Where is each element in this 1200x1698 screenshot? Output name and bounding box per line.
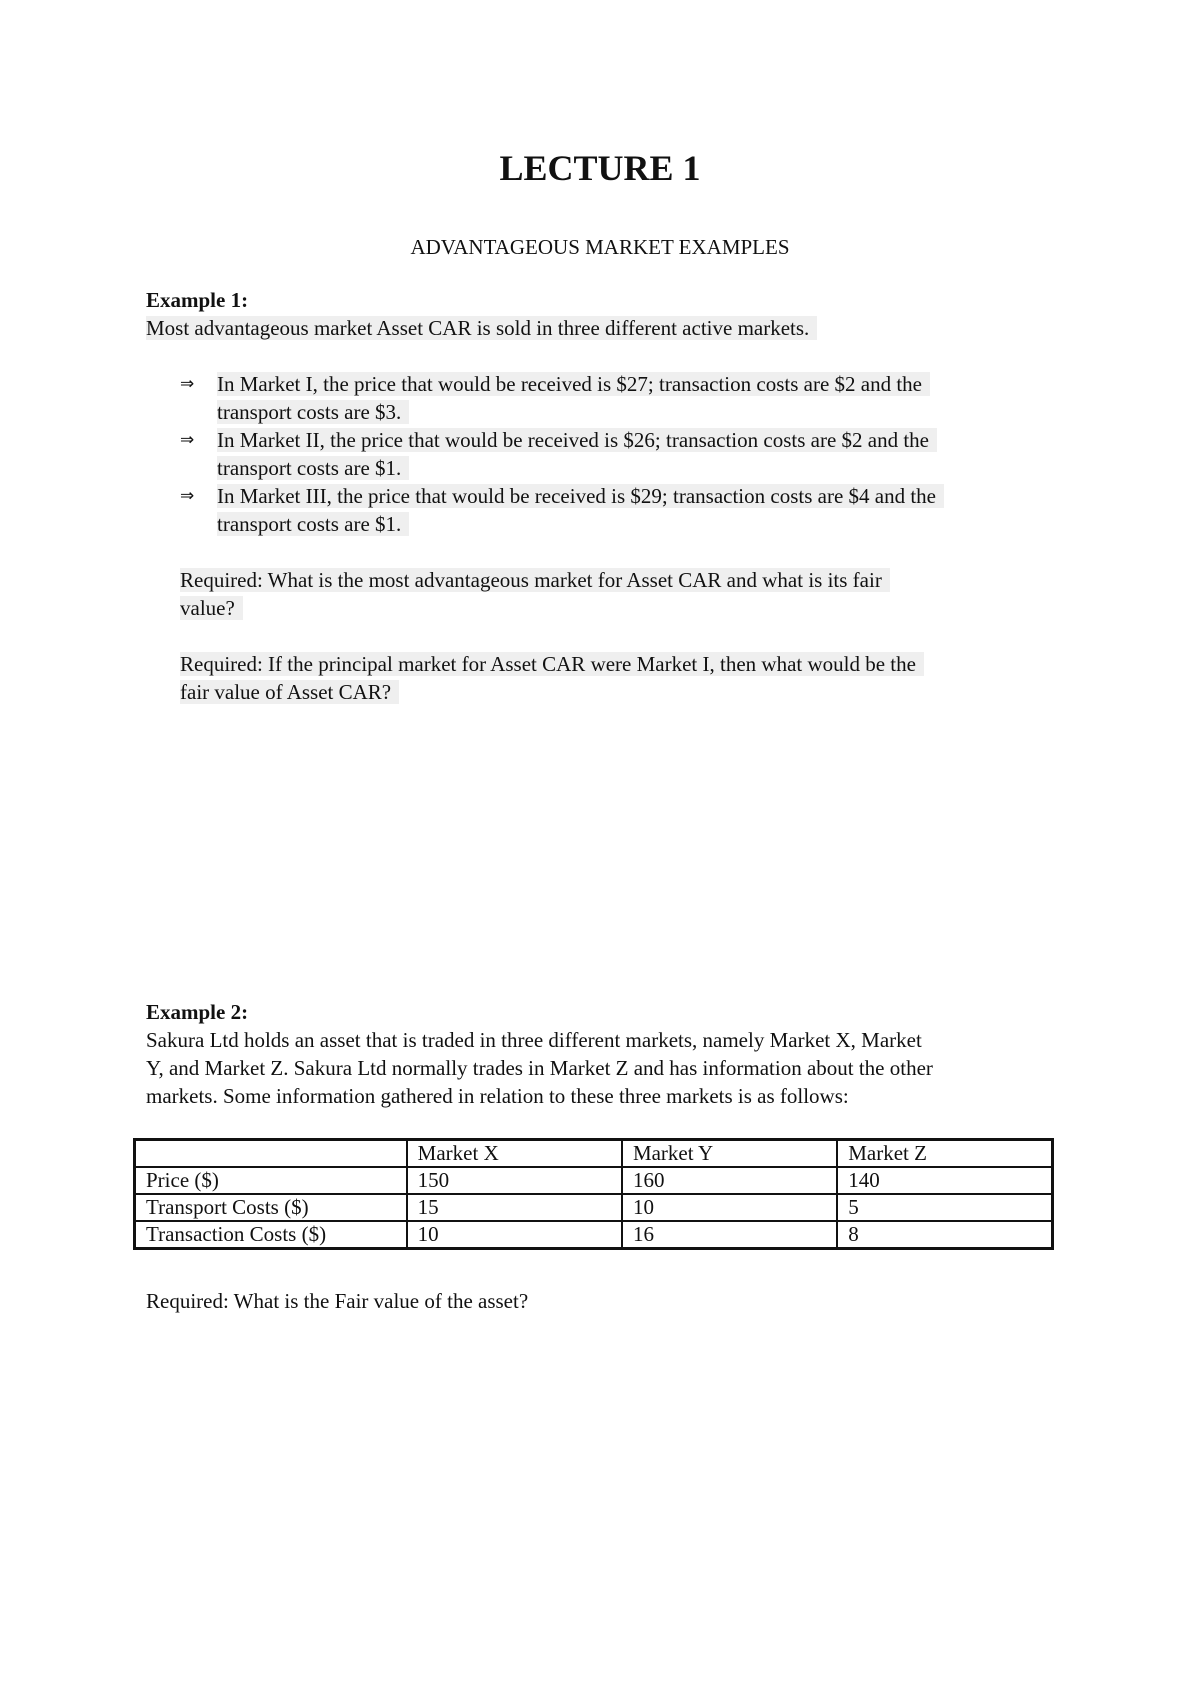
bullet-2-line1 [217,426,937,454]
required-1-line2-text: value? [180,596,243,620]
example1-intro-text: Most advantageous market Asset CAR is sold in three different active markets. [146,316,817,340]
example2-required: Required: What is the Fair value of the asset? [146,1289,529,1313]
table-cell: 16 [622,1221,837,1249]
table-cell: 8 [837,1221,1052,1249]
table-header-cell [135,1140,407,1168]
bullet-3-line2-text: transport costs are $1. [217,512,409,536]
bullet-2-line1-text: In Market II, the price that would be received is $26; transaction costs are $2 and the [217,428,937,452]
table-row [135,1167,1053,1194]
table-row [135,1221,1053,1249]
table-row-label: Transaction Costs ($) [135,1221,407,1249]
table-header-cell: Market X [407,1140,622,1168]
markets-table [133,1138,1054,1250]
required-2-line1-text: Required: If the principal market for Asset CAR were Market I, then what would be the [180,652,924,676]
page-title: LECTURE 1 [499,148,701,188]
example2-intro-line2: Y, and Market Z. Sakura Ltd normally trades in Market Z and has information about the other [146,1056,933,1080]
bullet-2-line2-text: transport costs are $1. [217,456,409,480]
bullet-arrow-icon: ⇒ [180,486,195,506]
bullet-2-line2 [217,454,409,482]
bullet-arrow-icon: ⇒ [180,430,195,450]
bullet-1-line2 [217,398,409,426]
bullet-arrow-icon: ⇒ [180,374,195,394]
table-cell: 150 [407,1167,622,1194]
example1-intro [146,314,817,342]
example2-intro-line1: Sakura Ltd holds an asset that is traded in three different markets, namely Market X, Market [146,1028,922,1052]
table-row-label: Price ($) [135,1167,407,1194]
bullet-1-line1 [217,370,930,398]
table-cell: 5 [837,1194,1052,1221]
table-header-cell: Market Y [622,1140,837,1168]
bullet-3-line1 [217,482,944,510]
bullet-1-line1-text: In Market I, the price that would be received is $27; transaction costs are $2 and the [217,372,930,396]
table-cell: 10 [407,1221,622,1249]
example2-intro-line3: markets. Some information gathered in relation to these three markets is as follows: [146,1084,849,1108]
required-1-line1 [180,566,890,594]
table-cell: 10 [622,1194,837,1221]
bullet-1-line2-text: transport costs are $3. [217,400,409,424]
example1-heading: Example 1: [146,288,249,312]
table-header-cell: Market Z [837,1140,1052,1168]
table-cell: 160 [622,1167,837,1194]
required-2-line2-text: fair value of Asset CAR? [180,680,399,704]
table-row [135,1194,1053,1221]
required-2-line1 [180,650,924,678]
bullet-3-line2 [217,510,409,538]
page-subtitle: ADVANTAGEOUS MARKET EXAMPLES [410,235,790,259]
table-cell: 15 [407,1194,622,1221]
table-cell: 140 [837,1167,1052,1194]
example2-heading: Example 2: [146,1000,249,1024]
table-row-label: Transport Costs ($) [135,1194,407,1221]
table-header-row [135,1140,1053,1168]
required-1-line2 [180,594,243,622]
bullet-3-line1-text: In Market III, the price that would be received is $29; transaction costs are $4 and the [217,484,944,508]
required-2-line2 [180,678,399,706]
required-1-line1-text: Required: What is the most advantageous market for Asset CAR and what is its fair [180,568,890,592]
